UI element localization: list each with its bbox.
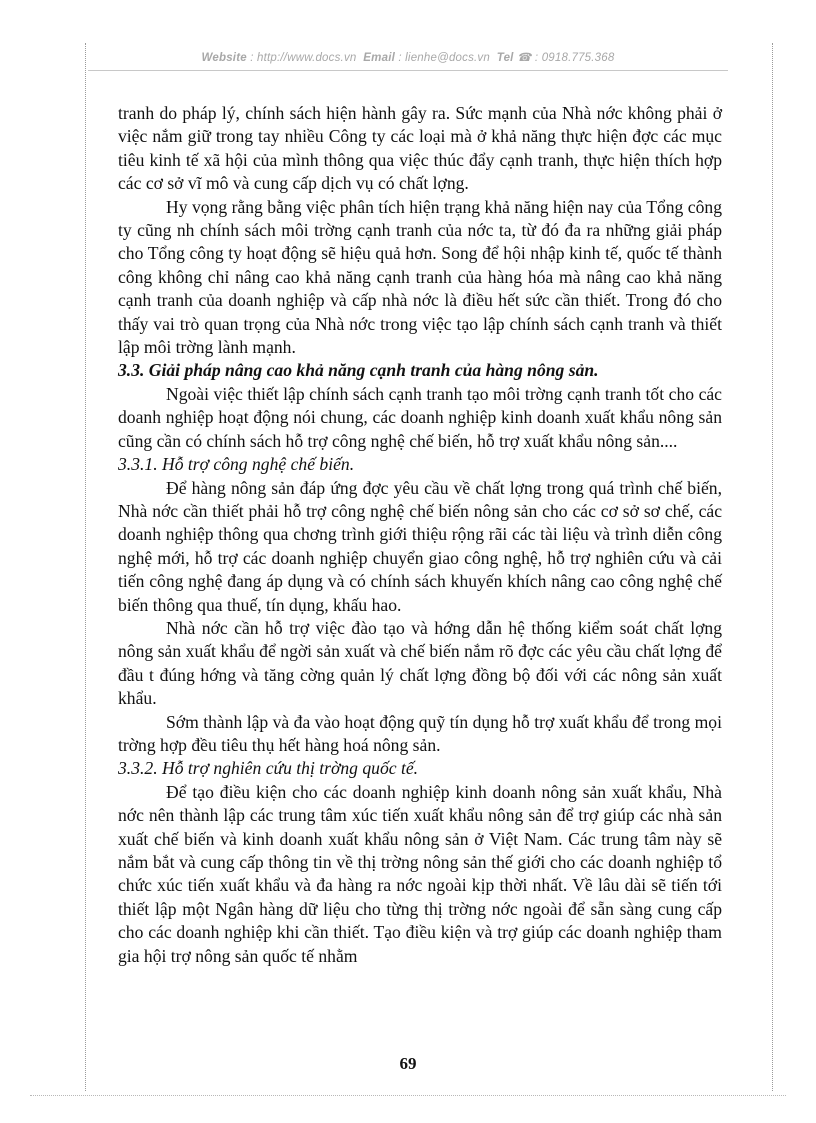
subsection-heading-3-3-1: 3.3.1. Hỗ trợ công nghệ chế biến. xyxy=(118,454,355,475)
tel-label: Tel xyxy=(496,52,514,64)
footer-divider xyxy=(30,1095,786,1096)
paragraph-6: Sớm thành lập và đa vào hoạt động quỹ tín dụng hỗ trợ xuất khẩu để trong mọi trờng hợp đều tiêu thụ hết hàng hoá nông sản. xyxy=(118,711,722,755)
paragraph-1: tranh do pháp lý, chính sách hiện hành gây ra. Sức mạnh của Nhà nớc không phải ở việc nắm giữ trong tay nhiều Công ty các loại mà ở khả năng thực hiện đợc các mục tiêu kinh tế xã hội của mình thông qua việc thúc đẩy cạnh tranh, thực hiện thích hợp các cơ sở vĩ mô và cung cấp dịch vụ có chất lợng. xyxy=(118,103,722,194)
page-header xyxy=(0,50,816,64)
email-label: Email xyxy=(363,52,395,64)
website-label: Website xyxy=(201,52,247,64)
paragraph-3: Ngoài việc thiết lập chính sách cạnh tranh tạo môi trờng cạnh tranh tốt cho các doanh nghiệp hoạt động nói chung, các doanh nghiệp kinh doanh xuất khẩu nông sản cũng cần có chính sách hỗ trợ công nghệ chế biến, hỗ trợ xuất khẩu nông sản.... xyxy=(118,383,722,451)
header-divider xyxy=(88,70,728,71)
paragraph-4: Để hàng nông sản đáp ứng đợc yêu cầu về chất lợng trong quá trình chế biến, Nhà nớc cần thiết phải hỗ trợ công nghệ chế biến nông sản cho các cơ sở sơ chế, các doanh nghiệp thông qua chơng trình giới thiệu rộng rãi các tài liệu và trình diễn công nghệ mới, hỗ trợ các doanh nghiệp chuyển giao công nghệ, hỗ trợ nghiên cứu và cải tiến công nghệ đang áp dụng và có chính sách khuyến khích nâng cao công nghệ chế biến thông qua thuế, tín dụng, khấu hao. xyxy=(118,477,722,615)
subsection-heading-3-3-2: 3.3.2. Hỗ trợ nghiên cứu thị trờng quốc tế. xyxy=(118,758,419,779)
section-heading-3-3: 3.3. Giải pháp nâng cao khả năng cạnh tranh của hàng nông sản. xyxy=(118,360,599,381)
page-number: 69 xyxy=(399,1054,417,1073)
paragraph-5: Nhà nớc cần hỗ trợ việc đào tạo và hớng dẫn hệ thống kiểm soát chất lợng nông sản xuất khẩu để ngời sản xuất và chế biến nắm rõ đợc các yêu cầu chất lợng để đầu t đúng hớng và tăng cờng quản lý chất lợng đồng bộ đối với các nông sản xuất khẩu. xyxy=(118,617,722,709)
paragraph-7: Để tạo điều kiện cho các doanh nghiệp kinh doanh nông sản xuất khẩu, Nhà nớc nên thành lập các trung tâm xúc tiến xuất khẩu nông sản để trợ giúp các nhà sản xuất chế biến và kinh doanh xuất khẩu nông sản ở Việt Nam. Các trung tâm này sẽ nắm bắt và cung cấp thông tin về thị trờng nông sản thế giới cho các doanh nghiệp tổ chức xúc tiến xuất khẩu và đa hàng ra nớc ngoài kịp thời nhất. Về lâu dài sẽ tiến tới thiết lập một Ngân hàng dữ liệu cho từng thị trờng nớc ngoài để sẵn sàng cung cấp cho các doanh nghiệp khi cần thiết. Tạo điều kiện và trợ giúp các doanh nghiệp tham gia hội trợ nông sản quốc tế nhằm xyxy=(118,781,722,966)
document-body xyxy=(118,102,722,968)
email-value: : lienhe@docs.vn xyxy=(398,52,490,64)
tel-value: ☎ : 0918.775.368 xyxy=(516,52,615,64)
website-value: : http://www.docs.vn xyxy=(250,52,357,64)
paragraph-2: Hy vọng rằng bằng việc phân tích hiện trạng khả năng hiện nay của Tổng công ty cũng nh chính sách môi trờng cạnh tranh của nớc ta, từ đó đa ra những giải pháp cho Tổng công ty hoạt động sẽ hiệu quả hơn. Song để hội nhập kinh tế, quốc tế thành công không chỉ nâng cao khả năng cạnh tranh của hàng hóa mà nâng cao khả năng cạnh tranh của doanh nghiệp và cấp nhà nớc là điều hết sức cần thiết. Trong đó cho thấy vai trò quan trọng của Nhà nớc trong việc tạo lập chính sách cạnh tranh và thiết lập môi trờng lành mạnh. xyxy=(118,196,722,358)
